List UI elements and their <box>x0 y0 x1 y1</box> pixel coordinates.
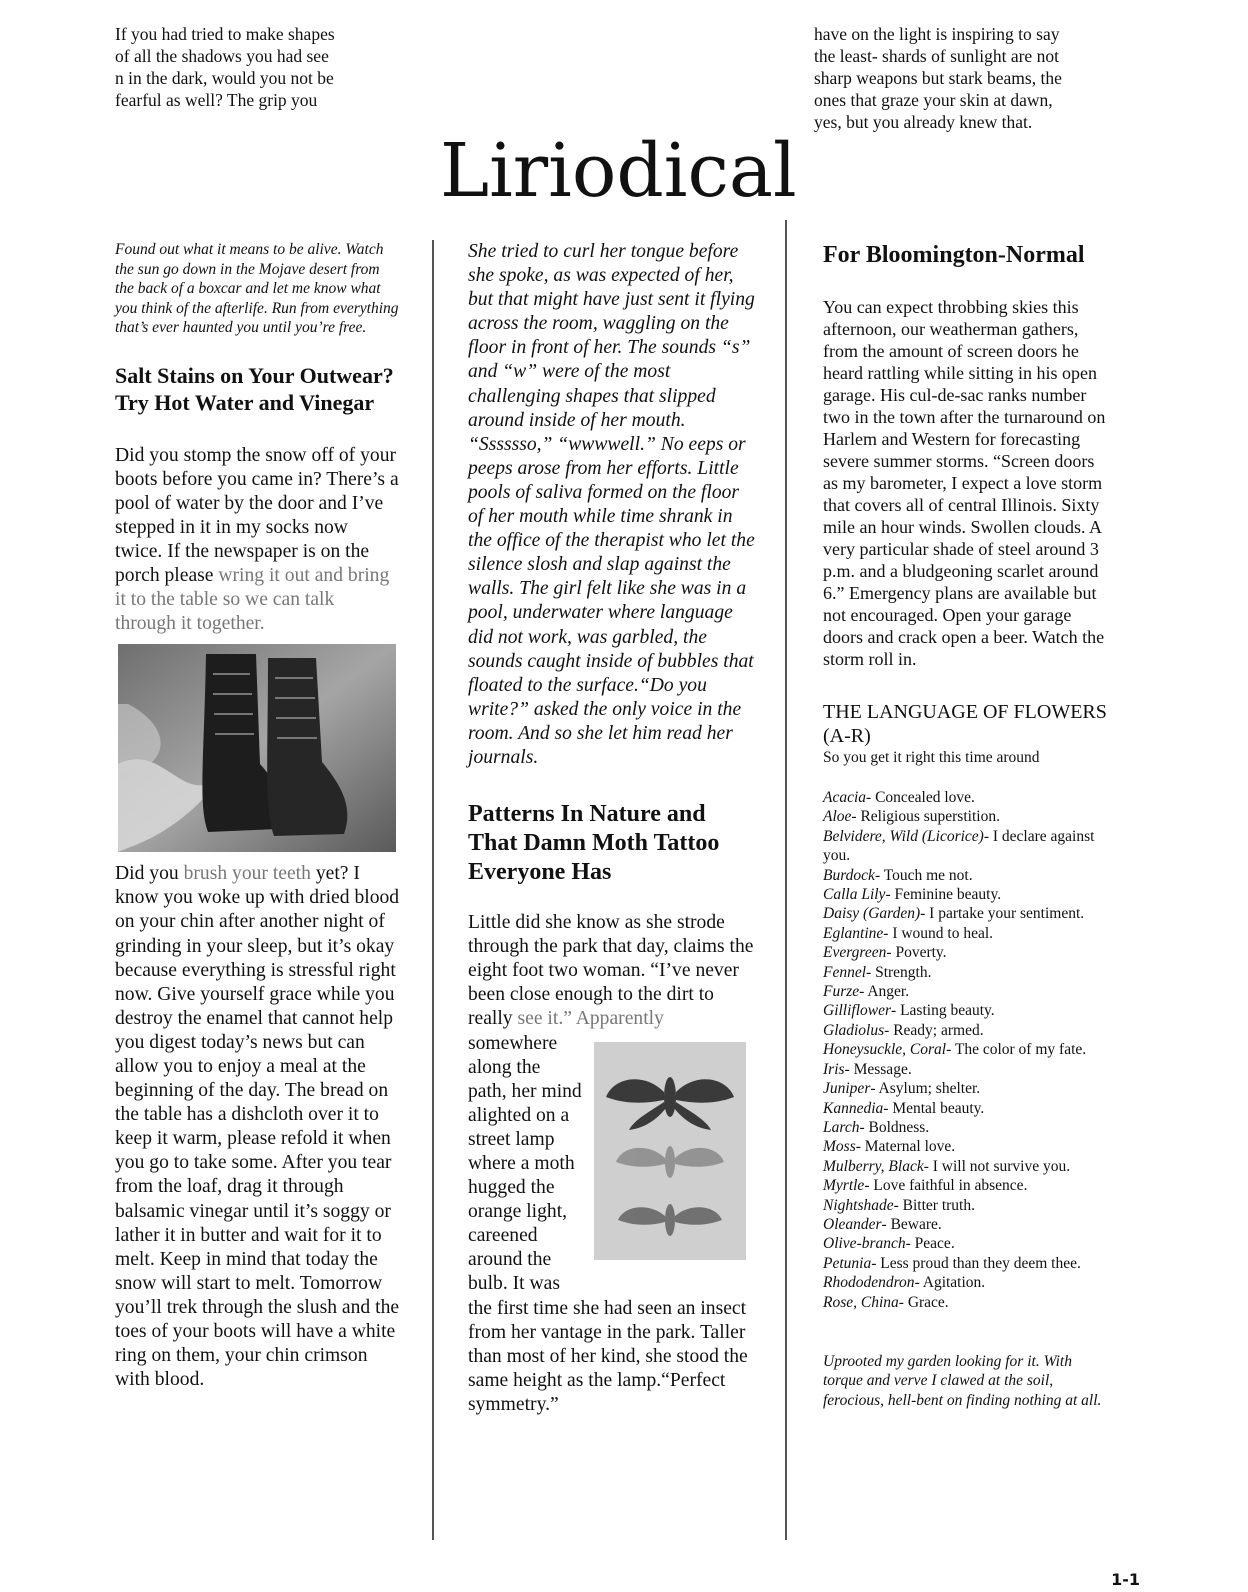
weather-headline: For Bloomington-Normal <box>823 242 1085 268</box>
flower-entry <box>823 1215 1113 1234</box>
flower-meaning: - Maternal love. <box>855 1138 956 1156</box>
verse-line: yes, but you already knew that. <box>814 112 1033 132</box>
verse-line: n in the dark, would you not be <box>115 68 334 88</box>
text-line: bulb. It was <box>468 1273 560 1295</box>
text-line: street lamp <box>468 1128 555 1150</box>
flower-name: Daisy (Garden) <box>823 905 921 923</box>
flower-name: Eglantine <box>823 924 884 942</box>
flower-entry <box>823 1254 1113 1273</box>
moth-illustration <box>594 1042 746 1260</box>
verse-line: sharp weapons but stark beams, the <box>814 68 1062 88</box>
text-line: orange light, <box>468 1201 568 1223</box>
flower-meaning: - Agitation. <box>914 1274 986 1292</box>
moth-paragraph-a <box>468 911 758 1031</box>
flower-name: Juniper <box>823 1080 871 1098</box>
boots-photo <box>118 644 396 852</box>
paragraph-text-faded: brush your teeth <box>183 863 311 885</box>
flower-name: Myrtle <box>823 1177 865 1195</box>
flower-meaning: - Mental beauty. <box>883 1099 985 1117</box>
verse-line: the least- shards of sunlight are not <box>814 46 1059 66</box>
flower-meaning: - Boldness. <box>859 1118 930 1136</box>
flower-entry <box>823 943 1113 962</box>
flower-name: Nightshade <box>823 1196 894 1214</box>
flower-meaning: - I partake your sentiment. <box>920 905 1085 923</box>
flower-entry <box>823 1099 1113 1118</box>
flower-meaning: - I wound to heal. <box>883 924 994 942</box>
flower-entry <box>823 1273 1113 1292</box>
flowers-title: THE LANGUAGE OF FLOWERS (A-R) <box>823 701 1107 747</box>
flower-name: Moss <box>823 1138 856 1156</box>
flower-meaning: - Peace. <box>905 1235 955 1253</box>
intro-quote: Found out what it means to be alive. Watch the sun go down in the Mojave desert from the back of a boxcar and let me know what you think of the afterlife. Run from everything that’s ever haunted you until you’re free. <box>115 241 399 336</box>
flower-meaning: - Bitter truth. <box>893 1196 975 1214</box>
flower-name: Petunia <box>823 1254 872 1272</box>
flowers-list <box>823 788 1113 1312</box>
flower-entry <box>823 885 1113 904</box>
flower-name: Iris <box>823 1060 845 1078</box>
text-line: somewhere <box>468 1032 558 1054</box>
top-right-verse <box>814 23 1114 133</box>
verse-line: fearful as well? The grip you <box>115 90 318 110</box>
flower-meaning: - I will not survive you. <box>923 1157 1071 1175</box>
flower-entry <box>823 807 1113 826</box>
moth-wrap <box>468 1032 758 1297</box>
flower-name: Larch <box>823 1118 860 1136</box>
column-right <box>823 240 1113 1426</box>
page-number: 1-1 <box>1111 1570 1140 1589</box>
flower-name: Gladiolus <box>823 1021 885 1039</box>
flower-entry <box>823 788 1113 807</box>
flower-entry <box>823 924 1113 943</box>
flower-entry <box>823 982 1113 1001</box>
flower-meaning: - Asylum; shelter. <box>870 1080 981 1098</box>
paragraph-text: yet? I know you woke up with dried blood on your chin after another night of grinding in your sleep, but it’s okay because everything is stressful right now. Give yourself grace while you destroy the enamel that cannot help you digest today’s news but can allow you to enjoy a meal at the beginning of the day. The bread on the table has a dishcloth over it to keep it warm, please refold it when you go to take some. After you tear from the loaf, drag it through balsamic vinegar until it’s soggy or lather it in butter and wait for it to melt. Keep in mind that today the snow will start to melt. Tomorrow you’ll trek through the slush and the toes of your boots will have a white ring on them, your chin crimson with blood. <box>115 863 400 1391</box>
flower-entry <box>823 866 1113 885</box>
verse-line: of all the shadows you had see <box>115 46 329 66</box>
flower-entry <box>823 1293 1113 1312</box>
flower-entry <box>823 1118 1113 1137</box>
flower-meaning: - The color of my fate. <box>946 1041 1087 1059</box>
flower-meaning: - Lasting beauty. <box>891 1002 995 1020</box>
flower-name: Belvidere, Wild (Licorice) <box>823 827 984 845</box>
flower-name: Kannedia <box>823 1099 884 1117</box>
weather-paragraph: You can expect throbbing skies this afternoon, our weatherman gathers, from the amount of screen doors he heard rattling while sitting in his open garage. His cul-de-sac ranks number two in the town after the turnaround on Harlem and Western for forecasting severe summer storms. “Screen doors as my barometer, I expect a love storm that covers all of central Illinois. Sixty mile an hour winds. Swollen clouds. A very particular shade of steel around 3 p.m. and a bludgeoning scarlet around 6.” Emergency plans are available but not encouraged. Open your garage doors and crack open a beer. Watch the storm roll in. <box>823 297 1106 669</box>
text-line: around the <box>468 1249 552 1271</box>
paragraph-text: Little did she know as she strode through the park that day, claims the eight foot two woman. “I’ve never been close enough to the dirt to really <box>468 912 754 1030</box>
paragraph-text: Did you stomp the snow off of your boots before you came in? There’s a pool of water by the door and I’ve stepped in it in my socks now twice. If the newspaper is on the porch please <box>115 444 399 586</box>
boots-illustration <box>118 644 396 852</box>
moth-photo <box>594 1042 746 1260</box>
flower-entry <box>823 827 1113 866</box>
flower-entry <box>823 1021 1113 1040</box>
text-line: careened <box>468 1225 538 1247</box>
flower-meaning: - Touch me not. <box>874 866 973 884</box>
flower-meaning: - Concealed love. <box>866 789 975 806</box>
column-middle <box>468 240 758 1417</box>
flower-meaning: - Poverty. <box>886 944 947 962</box>
flower-entry <box>823 1157 1113 1176</box>
moth-paragraph-b: the first time she had seen an insect from her vantage in the park. Taller than most of her kind, she stood the same height as the lamp.“Perfect symmetry.” <box>468 1297 748 1415</box>
flower-name: Evergreen <box>823 944 887 962</box>
flower-entry <box>823 1079 1113 1098</box>
column-divider <box>785 220 787 1540</box>
salt-stains-paragraph <box>115 444 400 637</box>
top-left-verse <box>115 23 375 111</box>
flower-meaning: - Grace. <box>898 1293 949 1311</box>
flower-entry <box>823 1001 1113 1020</box>
flower-name: Furze <box>823 983 860 1001</box>
paragraph-text: Did you <box>115 863 184 885</box>
flower-name: Mulberry, Black <box>823 1157 924 1175</box>
verse-line: If you had tried to make shapes <box>115 24 335 44</box>
flower-meaning: - Message. <box>844 1060 912 1078</box>
flower-meaning: - I declare against you. <box>823 827 1095 865</box>
flower-meaning: - Love faithful in absence. <box>864 1177 1028 1195</box>
text-line: path, her mind <box>468 1080 582 1102</box>
text-line: hugged the <box>468 1177 555 1199</box>
flower-name: Aloe <box>823 808 852 826</box>
column-left <box>115 240 400 1392</box>
masthead-title: Liriodical <box>440 128 797 214</box>
flower-name: Burdock <box>823 866 875 884</box>
flower-entry <box>823 1196 1113 1215</box>
flower-name: Rhododendron <box>823 1274 915 1292</box>
text-line: where a moth <box>468 1153 575 1174</box>
teeth-paragraph <box>115 862 400 1392</box>
flower-meaning: - Feminine beauty. <box>885 886 1002 904</box>
flower-name: Honeysuckle, Coral <box>823 1041 947 1059</box>
flower-meaning: - Ready; armed. <box>884 1021 984 1039</box>
text-line: alighted on a <box>468 1104 570 1126</box>
paragraph-text-faded: see it.” Apparently <box>517 1008 664 1030</box>
salt-stains-headline: Salt Stains on Your Outwear? Try Hot Water and Vinegar <box>115 362 394 415</box>
moth-headline: Patterns In Nature and That Damn Moth Tattoo Everyone Has <box>468 801 720 886</box>
flower-name: Fennel <box>823 963 867 981</box>
flower-name: Olive-branch <box>823 1235 906 1253</box>
column-divider <box>432 240 434 1540</box>
paragraph-text-faded: wring it out and bring it to the table so we can talk through it together. <box>115 564 390 635</box>
flower-meaning: - Strength. <box>866 963 932 981</box>
flower-name: Rose, China <box>823 1293 899 1311</box>
therapist-story: She tried to curl her tongue before she spoke, as was expected of her, but that might have just sent it flying across the room, waggling on the floor in front of her. The sounds “s” and “w” were of the most challenging shapes that slipped around inside of her mouth. “Sssssso,” “wwwwell.” No eeps or peeps arose from her efforts. Little pools of saliva formed on the floor of her mouth while time shrank in the office of the therapist who let the silence slosh and slap against the walls. The girl felt like she was in a pool, underwater where language did not work, was garbled, the sounds caught inside of bubbles that floated to the surface.“Do you write?” asked the only voice in the room. And so she let him read her journals. <box>468 241 755 768</box>
flower-entry <box>823 1234 1113 1253</box>
verse-line: ones that graze your skin at dawn, <box>814 90 1053 110</box>
verse-line: have on the light is inspiring to say <box>814 24 1060 44</box>
flower-name: Gilliflower <box>823 1002 892 1020</box>
flower-entry <box>823 904 1113 923</box>
flower-meaning: - Beware. <box>881 1215 942 1233</box>
flower-name: Calla Lily <box>823 886 886 904</box>
flower-meaning: - Religious superstition. <box>851 808 1000 826</box>
flowers-subtitle: So you get it right this time around <box>823 749 1040 766</box>
flower-entry <box>823 963 1113 982</box>
flower-entry <box>823 1040 1113 1059</box>
flower-entry <box>823 1137 1113 1156</box>
text-line: along the <box>468 1056 541 1078</box>
flower-meaning: - Anger. <box>859 983 910 1001</box>
flower-entry <box>823 1060 1113 1079</box>
flower-name: Oleander <box>823 1215 882 1233</box>
flower-name: Acacia <box>823 789 867 806</box>
flower-meaning: - Less proud than they deem thee. <box>871 1254 1081 1272</box>
garden-quote: Uprooted my garden looking for it. With torque and verve I clawed at the soil, ferocious, hell-bent on finding nothing at all. <box>823 1352 1102 1409</box>
flower-entry <box>823 1176 1113 1195</box>
